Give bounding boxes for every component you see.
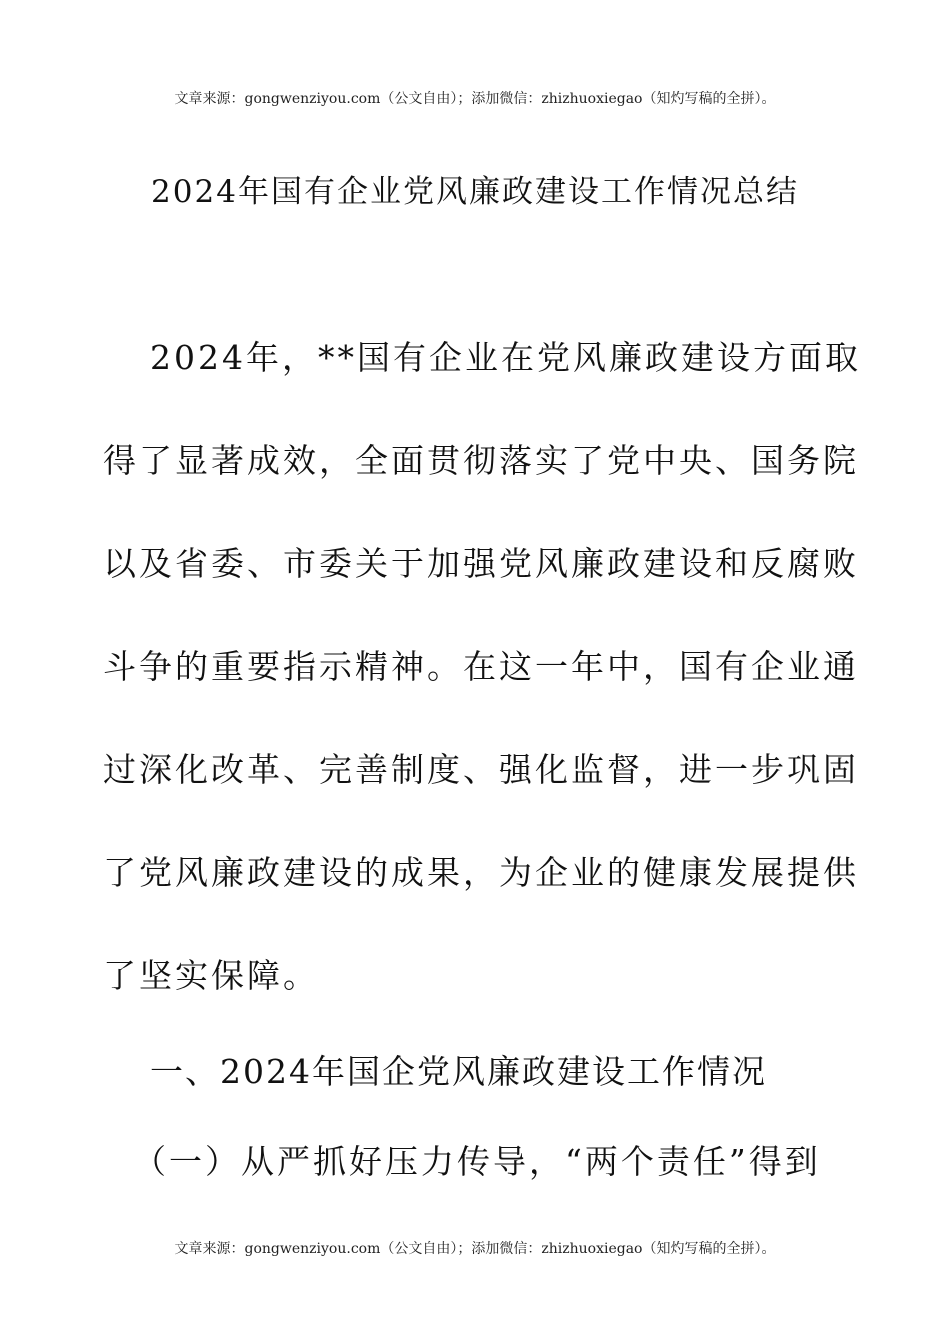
header-source-note: 文章来源：gongwenziyou.com（公文自由）；添加微信：zhizhuoxiegao（知灼写稿的全拼）。 [174,91,776,107]
paragraph-line: 2024年，**国有企业在党风廉政建设方面取 [150,338,861,377]
section-heading: 一、2024年国企党风廉政建设工作情况 [150,1052,767,1091]
footer-source-note: 文章来源：gongwenziyou.com（公文自由）；添加微信：zhizhuoxiegao（知灼写稿的全拼）。 [174,1241,776,1257]
document-title: 2024年国有企业党风廉政建设工作情况总结 [151,174,799,210]
paragraph-line: 以及省委、市委关于加强党风廉政建设和反腐败 [103,544,859,583]
paragraph-line: 斗争的重要指示精神。在这一年中，国有企业通 [103,647,859,686]
paragraph-line: 了坚实保障。 [103,956,319,995]
paragraph-line: 得了显著成效，全面贯彻落实了党中央、国务院 [103,441,859,480]
paragraph-line: 了党风廉政建设的成果，为企业的健康发展提供 [103,853,859,892]
paragraph-line: 过深化改革、完善制度、强化监督，进一步巩固 [103,750,859,789]
sub-heading: （一）从严抓好压力传导，“两个责任”得到 [133,1142,821,1181]
